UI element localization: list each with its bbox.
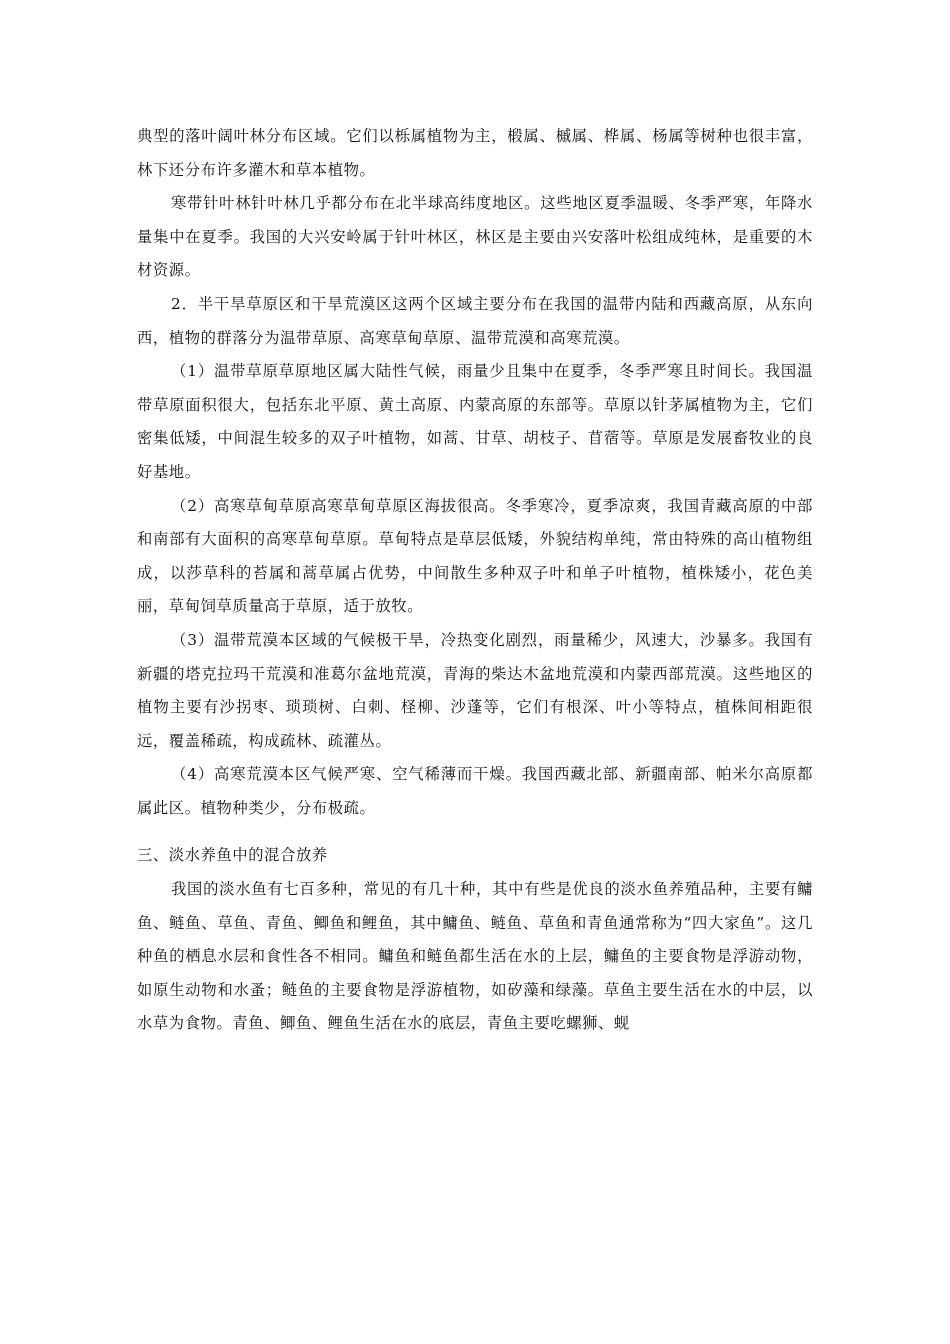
- paragraph-alpine-meadow: （2）高寒草甸草原高寒草甸草原区海拔很高。冬季寒冷，夏季凉爽，我国青藏高原的中部和南部有大面积的高寒草甸草原。草甸特点是草层低矮，外貌结构单纯，常由特殊的高山植物组成，以莎草科的苔属和蒿草属占优势，中间散生多种双子叶和单子叶植物，植株矮小，花色美丽，草甸饲草质量高于草原，适于放牧。: [137, 496, 813, 616]
- paragraph-grassland-desert-zone: 2．半干旱草原区和干旱荒漠区这两个区域主要分布在我国的温带内陆和西藏高原，从东向西，植物的群落分为温带草原、高寒草甸草原、温带荒漠和高寒荒漠。: [137, 294, 813, 347]
- paragraph-temperate-grassland: （1）温带草原草原地区属大陆性气候，雨量少且集中在夏季，冬季严寒且时间长。我国温带草原面积很大，包括东北平原、黄土高原、内蒙高原的东部等。草原以针茅属植物为主，它们密集低矮，中间混生较多的双子叶植物，如蒿、甘草、胡枝子、苜蓿等。草原是发展畜牧业的良好基地。: [137, 362, 813, 481]
- document-page: [137, 120, 813, 1041]
- paragraph-alpine-desert: （4）高寒荒漠本区气候严寒、空气稀薄而干燥。我国西藏北部、新疆南部、帕米尔高原都属此区。植物种类少，分布极疏。: [137, 765, 813, 817]
- paragraph-deciduous-forest-continued: 典型的落叶阔叶林分布区域。它们以栎属植物为主，椴属、槭属、桦属、杨属等树种也很丰富，林下还分布许多灌木和草本植物。: [137, 127, 813, 179]
- paragraph-freshwater-fish: 我国的淡水鱼有七百多种，常见的有几十种，其中有些是优良的淡水鱼养殖品种，主要有鳙鱼、鲢鱼、草鱼、青鱼、鲫鱼和鲤鱼，其中鳙鱼、鲢鱼、草鱼和青鱼通常称为“四大家鱼”。这几种鱼的栖息水层和食性各不相同。鳙鱼和鲢鱼都生活在水的上层，鳙鱼的主要食物是浮游动物，如原生动物和水蚤；鲢鱼的主要食物是浮游植物，如矽藻和绿藻。草鱼主要生活在水的中层，以水草为食物。青鱼、鲫鱼、鲤鱼生活在水的底层，青鱼主要吃螺狮、蚬: [137, 880, 813, 1033]
- section-heading: 三、淡水养鱼中的混合放养: [137, 846, 328, 865]
- paragraph-boreal-coniferous-forest: 寒带针叶林针叶林几乎都分布在北半球高纬度地区。这些地区夏季温暖、冬季严寒，年降水量集中在夏季。我国的大兴安岭属于针叶林区，林区是主要由兴安落叶松组成纯林，是重要的木材资源。: [137, 194, 813, 280]
- paragraph-temperate-desert: （3）温带荒漠本区域的气候极干旱，冷热变化剧烈，雨量稀少，风速大，沙暴多。我国有新疆的塔克拉玛干荒漠和准葛尔盆地荒漠，青海的柴达木盆地荒漠和内蒙西部荒漠。这些地区的植物主要有沙拐枣、琐琐树、白刺、柽柳、沙蓬等，它们有根深、叶小等特点，植株间相距很远，覆盖稀疏，构成疏林、疏灌丛。: [137, 630, 813, 750]
